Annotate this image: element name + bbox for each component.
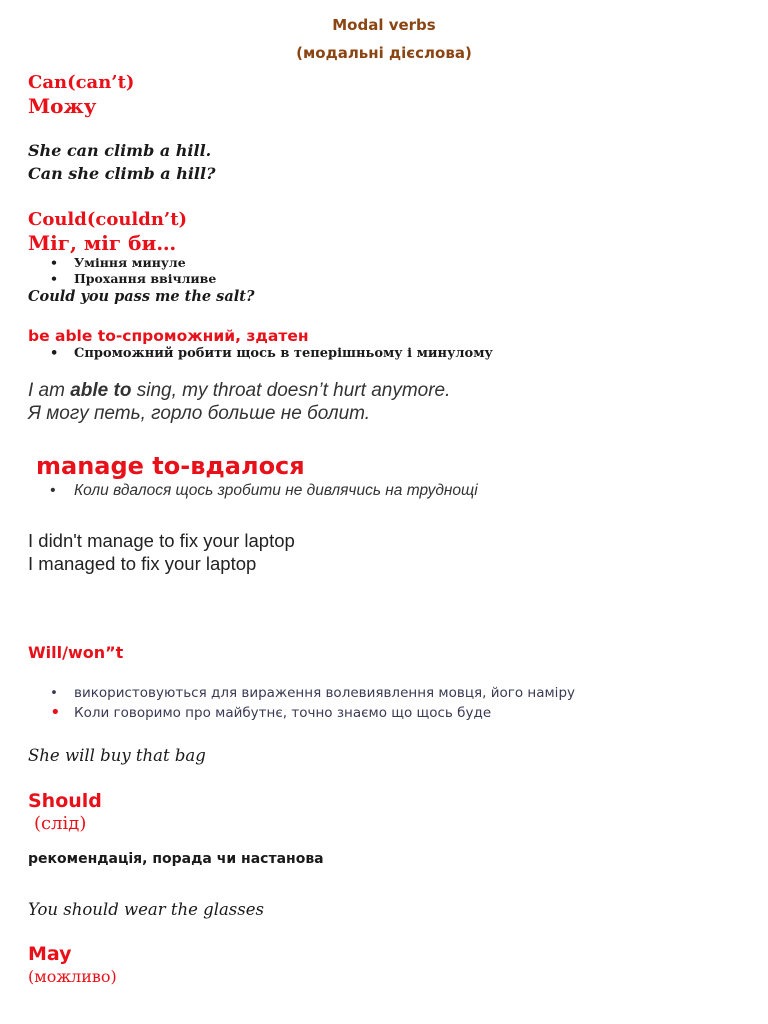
will-heading: Will/won”t <box>28 643 124 662</box>
should-meaning: рекомендація, порада чи настанова <box>28 851 324 867</box>
be-able-example: I am able to sing, my throat doesn’t hurt anymore. <box>28 380 451 401</box>
can-example-1: She can climb a hill. <box>28 141 212 160</box>
manage-example-1: I didn't manage to fix your laptop <box>28 530 295 551</box>
manage-heading: manage to-вдалося <box>36 452 305 480</box>
manage-bullet: • Коли вдалося щось зробити не дивлячись на труднощі <box>74 482 478 500</box>
can-example-2: Can she climb a hill? <box>28 164 216 183</box>
manage-example-2: I managed to fix your laptop <box>28 553 257 574</box>
could-bullet-2: • Прохання ввічливе <box>74 271 216 286</box>
should-heading: Should <box>28 790 102 812</box>
be-able-bullet: • Спроможний робити щось в теперішньому і минулому <box>74 346 493 361</box>
will-bullet-1: • використовуються для вираження волевиявлення мовця, його наміру <box>74 685 575 701</box>
should-translation: (слід) <box>34 813 87 834</box>
be-able-heading: be able to-спроможний, здатен <box>28 327 309 345</box>
can-heading: Can(can’t) <box>28 72 135 93</box>
page-subtitle: (модальні дієслова) <box>296 44 472 62</box>
could-bullet-1: • Уміння минуле <box>74 255 186 270</box>
page-title: Modal verbs <box>332 16 436 34</box>
may-heading: May <box>28 943 72 965</box>
can-translation: Можу <box>28 94 97 118</box>
could-example: Could you pass me the salt? <box>28 288 255 305</box>
will-example: She will buy that bag <box>28 746 206 765</box>
could-translation: Міг, міг би… <box>28 231 177 255</box>
could-heading: Could(couldn’t) <box>28 209 188 230</box>
will-bullet-2: • Коли говоримо про майбутнє, точно знаємо що щось буде <box>74 705 491 721</box>
should-example: You should wear the glasses <box>28 900 264 919</box>
be-able-example-translation: Я могу петь, горло больше не болит. <box>28 403 371 424</box>
may-translation: (можливо) <box>28 967 117 986</box>
